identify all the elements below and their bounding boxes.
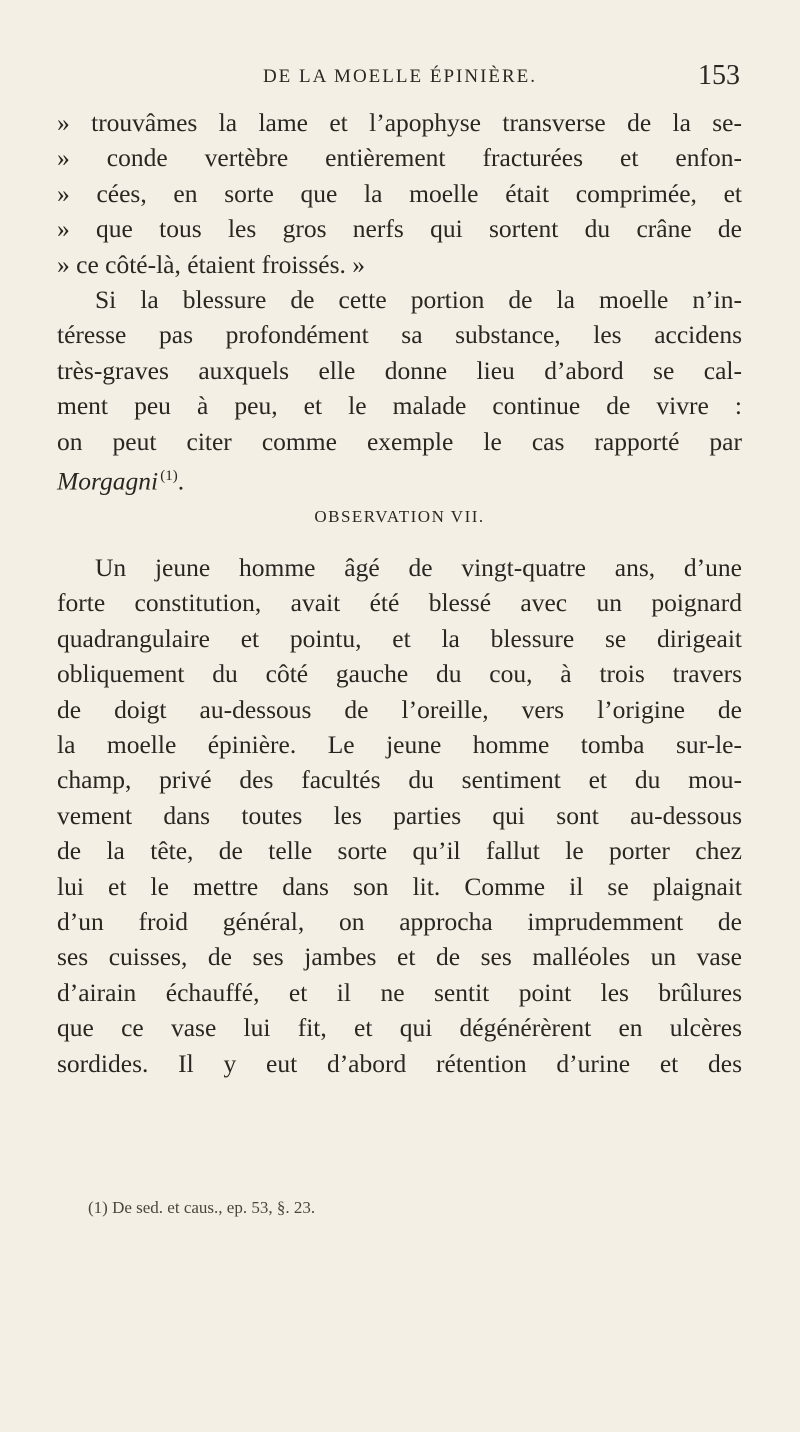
- observation-heading: OBSERVATION VII.: [314, 506, 485, 526]
- text-line: vement dans toutes les parties qui sont au-dessous: [57, 800, 742, 830]
- text-line: téresse pas profondément sa substance, les accidens: [57, 320, 742, 350]
- text-line: » que tous les gros nerfs qui sortent du crâne de: [57, 214, 742, 244]
- body-text: [57, 105, 742, 1081]
- text-line-morgagni: [57, 459, 742, 499]
- text-line: forte constitution, avait été blessé avec un poignard: [57, 588, 742, 618]
- text-line: très-graves auxquels elle donne lieu d’abord se cal-: [57, 355, 742, 385]
- text-line: sordides. Il y eut d’abord rétention d’urine et des: [57, 1048, 742, 1078]
- page-number: 153: [698, 60, 740, 91]
- footnote: (1) De sed. et caus., ep. 53, §. 23.: [88, 1198, 316, 1217]
- page-header: [60, 60, 740, 100]
- text-line: Un jeune homme âgé de vingt-quatre ans, d’une: [95, 552, 742, 582]
- footnote-ref: (1): [160, 468, 178, 485]
- text-line: » trouvâmes la lame et l’apophyse transverse de la se-: [57, 108, 742, 137]
- text-line: de la tête, de telle sorte qu’il fallut le porter chez: [57, 836, 742, 866]
- text-line: ment peu à peu, et le malade continue de vivre :: [57, 391, 742, 421]
- text-line: on peut citer comme exemple le cas rapporté par: [57, 426, 742, 456]
- author-name: Morgagni: [57, 466, 159, 496]
- text-line: Si la blessure de cette portion de la moelle n’in-: [95, 285, 742, 315]
- text-line: » conde vertèbre entièrement fracturées et enfon-: [57, 143, 742, 173]
- sentence-end: .: [177, 466, 185, 496]
- text-line: champ, privé des facultés du sentiment et du mou-: [57, 765, 742, 795]
- paragraph-spinal-wound: [57, 282, 742, 499]
- running-title: DE LA MOELLE ÉPINIÈRE.: [262, 66, 538, 87]
- text-line: de doigt au-dessous de l’oreille, vers l’origine de: [57, 694, 742, 724]
- text-line: quadrangulaire et pointu, et la blessure se dirigeait: [57, 623, 742, 653]
- text-line: ses cuisses, de ses jambes et de ses malléoles un vase: [57, 942, 742, 972]
- text-line: la moelle épinière. Le jeune homme tomba sur-le-: [57, 730, 742, 759]
- paragraph-observation: [57, 550, 742, 1081]
- text-line: d’airain échauffé, et il ne sentit point les brûlures: [57, 977, 742, 1007]
- text-line: » ce côté-là, étaient froissés. »: [57, 249, 365, 279]
- text-line: que ce vase lui fit, et qui dégénérèrent en ulcères: [57, 1013, 742, 1043]
- text-line: lui et le mettre dans son lit. Comme il se plaignait: [57, 871, 742, 901]
- text-line: obliquement du côté gauche du cou, à trois travers: [57, 659, 742, 689]
- text-line: d’un froid général, on approcha imprudemment de: [57, 907, 742, 937]
- text-line: » cées, en sorte que la moelle était comprimée, et: [57, 178, 742, 208]
- paragraph-quote-end: [57, 105, 742, 282]
